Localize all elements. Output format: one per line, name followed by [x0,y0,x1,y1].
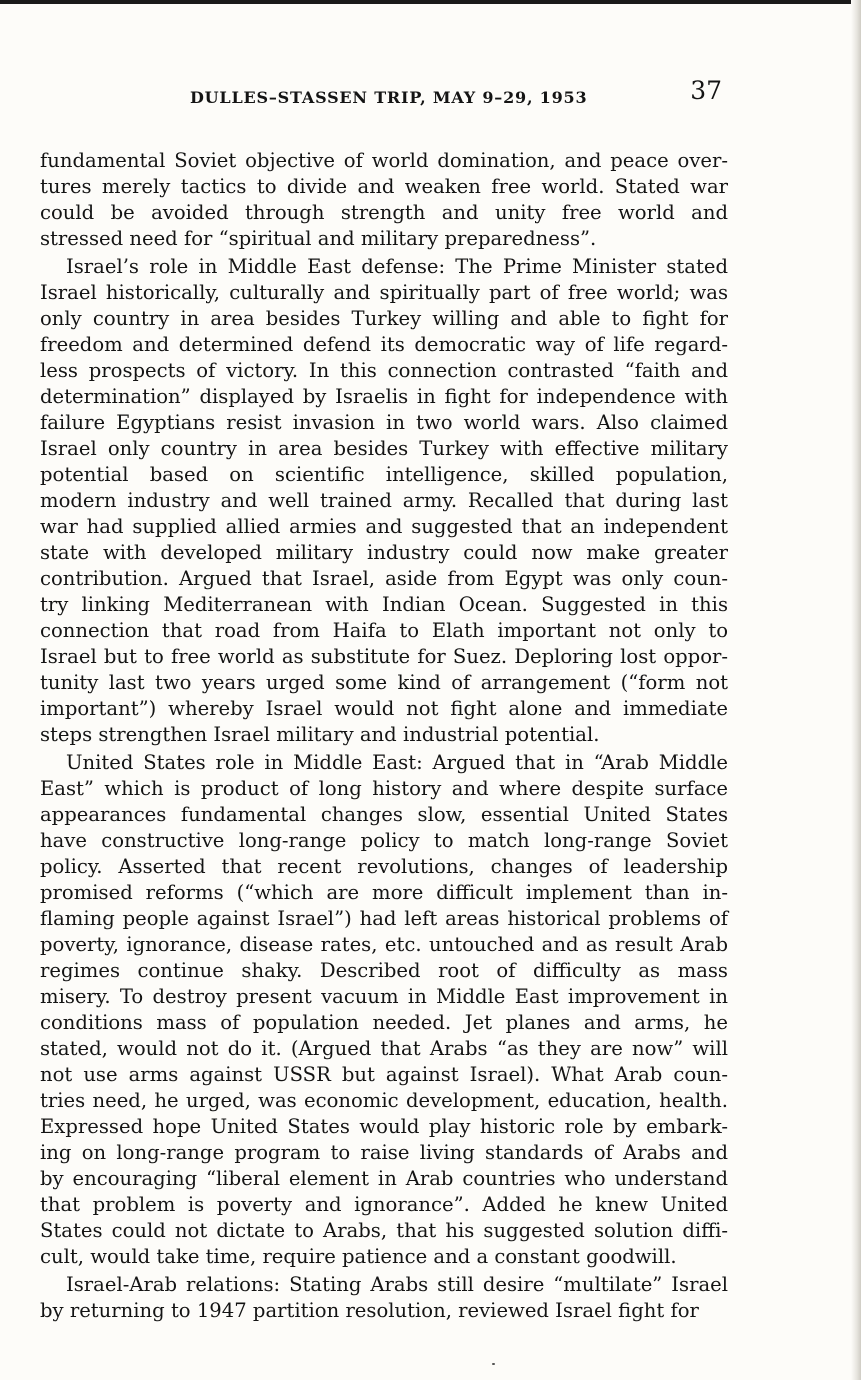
page-edge-shadow [851,0,861,1380]
text-line: not use arms against USSR but against Israel). What Arab coun- [40,1063,728,1086]
text-line: tunity last two years urged some kind of arrangement (“form not [40,671,728,694]
text-line: stated, would not do it. (Argued that Arabs “as they are now” will [40,1037,728,1060]
text-line: potential based on scientific intelligence, skilled population, [40,463,728,486]
paragraph [40,1272,728,1324]
text-line: stressed need for “spiritual and military preparedness”. [40,227,597,250]
paragraph [40,148,728,252]
text-line: flaming people against Israel”) had left areas historical problems of [40,907,728,930]
text-line: Israel historically, culturally and spiritually part of free world; was [40,281,728,304]
text-line: that problem is poverty and ignorance”. Added he knew United [40,1193,728,1216]
text-line: tures merely tactics to divide and weaken free world. Stated war [40,175,728,198]
text-line: misery. To destroy present vacuum in Middle East improvement in [40,985,728,1008]
text-line: less prospects of victory. In this connection contrasted “faith and [40,359,728,382]
text-line: steps strengthen Israel military and industrial potential. [40,723,600,746]
text-line: modern industry and well trained army. Recalled that during last [40,489,728,512]
text-line: cult, would take time, require patience and a constant goodwill. [40,1245,677,1268]
text-line: United States role in Middle East: Argued that in “Arab Middle [66,751,728,774]
text-line: Israel-Arab relations: Stating Arabs still desire “multilate” Israel [66,1273,728,1296]
text-line: poverty, ignorance, disease rates, etc. untouched and as result Arab [40,933,728,956]
text-line: ing on long-range program to raise living standards of Arabs and [40,1141,728,1164]
text-line: conditions mass of population needed. Jet planes and arms, he [40,1011,728,1034]
text-line: have constructive long-range policy to match long-range Soviet [40,829,728,852]
text-line: promised reforms (“which are more difficult implement than in- [40,881,728,904]
text-line: East” which is product of long history and where despite surface [40,777,728,800]
text-line: only country in area besides Turkey willing and able to fight for [40,307,728,330]
text-line: failure Egyptians resist invasion in two world wars. Also claimed [40,411,728,434]
top-border-rule [0,0,861,4]
text-line: Expressed hope United States would play historic role by embark- [40,1115,728,1138]
text-line: policy. Asserted that recent revolutions, changes of leadership [40,855,728,878]
text-line: state with developed military industry could now make greater [40,541,728,564]
page-header [38,76,728,116]
text-line: war had supplied allied armies and suggested that an independent [40,515,728,538]
text-line: by returning to 1947 partition resolution, reviewed Israel fight for [40,1299,699,1322]
text-line: connection that road from Haifa to Elath important not only to [40,619,728,642]
page-number: 37 [690,76,722,105]
text-line: by encouraging “liberal element in Arab countries who understand [40,1167,728,1190]
paragraph [40,254,728,748]
text-line: determination” displayed by Israelis in fight for independence with [40,385,728,408]
text-line: freedom and determined defend its democratic way of life regard- [40,333,728,356]
paragraph [40,750,728,1270]
text-line: Israel but to free world as substitute for Suez. Deploring lost oppor- [40,645,728,668]
text-line: Israel only country in area besides Turkey with effective military [40,437,728,460]
running-head: DULLES–STASSEN TRIP, MAY 9–29, 1953 [190,88,588,107]
text-line: important”) whereby Israel would not fight alone and immediate [40,697,728,720]
text-line: Israel’s role in Middle East defense: The Prime Minister stated [66,255,728,278]
print-speck [492,1363,495,1365]
body-text [40,148,728,1326]
text-line: fundamental Soviet objective of world domination, and peace over- [40,149,728,172]
text-line: could be avoided through strength and unity free world and [40,201,728,224]
text-line: States could not dictate to Arabs, that his suggested solution diffi- [40,1219,728,1242]
text-line: try linking Mediterranean with Indian Ocean. Suggested in this [40,593,728,616]
text-line: appearances fundamental changes slow, essential United States [40,803,728,826]
text-line: regimes continue shaky. Described root of difficulty as mass [40,959,728,982]
text-line: contribution. Argued that Israel, aside from Egypt was only coun- [40,567,728,590]
text-line: tries need, he urged, was economic development, education, health. [40,1089,728,1112]
